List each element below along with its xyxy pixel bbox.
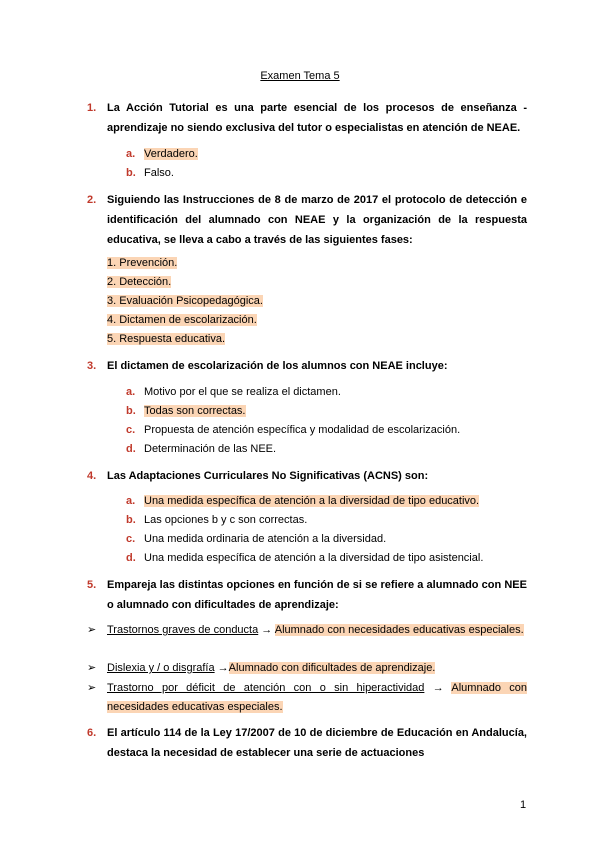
page-number: 1 (520, 799, 527, 811)
bullet-arrow-icon: ➢ (87, 682, 97, 694)
question-text: Las Adaptaciones Curriculares No Significativas (ACNS) son: (107, 470, 429, 482)
option-letter: a. (126, 386, 136, 398)
option-row (126, 383, 341, 401)
bullet-arrow-icon: ➢ (87, 662, 97, 674)
question-text: Empareja las distintas opciones en función de si se refiere a alumnado con NEE o alumnado con dificultades de aprendizaje: (107, 579, 527, 611)
option-text: Falso. (144, 167, 174, 179)
option-letter: c. (126, 533, 136, 545)
option-row (126, 549, 483, 567)
right-arrow-icon: → (217, 662, 229, 674)
question-number: 3. (87, 360, 97, 372)
option-letter: a. (126, 495, 136, 507)
match-left: Dislexia y / o disgrafía (107, 662, 215, 674)
option-letter: d. (126, 552, 136, 564)
phase-item: 5. Respuesta educativa. (107, 333, 226, 345)
option-row (126, 145, 198, 163)
option-letter: b. (126, 167, 136, 179)
option-text: Una medida específica de atención a la diversidad de tipo asistencial. (144, 552, 484, 564)
match-left: Trastornos graves de conducta (107, 624, 259, 636)
option-text: Todas son correctas. (144, 405, 246, 417)
option-text: Determinación de las NEE. (144, 443, 277, 455)
option-row (126, 530, 386, 548)
option-text: Verdadero. (144, 148, 198, 160)
option-row (126, 164, 174, 182)
option-letter: d. (126, 443, 136, 455)
question-number: 6. (87, 727, 97, 739)
phase-item: 2. Detección. (107, 276, 172, 288)
option-letter: a. (126, 148, 136, 160)
match-right: Alumnado con necesidades educativas especiales. (274, 624, 524, 636)
phase-item: 4. Dictamen de escolarización. (107, 314, 257, 326)
option-text: Una medida ordinaria de atención a la diversidad. (144, 533, 387, 545)
question-number: 1. (87, 102, 97, 114)
match-right: Alumnado con dificultades de aprendizaje. (228, 662, 436, 674)
match-left: Trastorno por déficit de atención con o sin hiperactividad (107, 682, 425, 694)
option-row (126, 402, 246, 420)
bullet-arrow-icon: ➢ (87, 624, 97, 636)
option-letter: c. (126, 424, 136, 436)
phase-item: 1. Prevención. (107, 257, 178, 269)
option-text: Las opciones b y c son correctas. (144, 514, 308, 526)
option-letter: b. (126, 405, 136, 417)
option-letter: b. (126, 514, 136, 526)
question-number: 4. (87, 470, 97, 482)
option-text: Una medida específica de atención a la diversidad de tipo educativo. (144, 495, 480, 507)
question-text: El dictamen de escolarización de los alumnos con NEAE incluye: (107, 360, 448, 372)
option-text: Motivo por el que se realiza el dictamen. (144, 386, 341, 398)
option-text: Propuesta de atención específica y modalidad de escolarización. (144, 424, 461, 436)
question-text: El artículo 114 de la Ley 17/2007 de 10 de diciembre de Educación en Andalucía, destaca la necesidad de establecer una serie de actuaciones (107, 727, 527, 759)
question-text: La Acción Tutorial es una parte esencial de los procesos de enseñanza - aprendizaje no siendo exclusiva del tutor o especialistas en atención de NEAE. (107, 102, 527, 134)
match-right: Alumnado con necesidades educativas especiales. (107, 682, 527, 713)
right-arrow-icon: → (261, 624, 273, 636)
exam-title: Examen Tema 5 (260, 70, 340, 82)
option-row (126, 511, 307, 529)
phase-item: 3. Evaluación Psicopedagógica. (107, 295, 263, 307)
option-row (126, 492, 479, 510)
option-row (126, 440, 276, 458)
question-number: 5. (87, 579, 97, 591)
question-text: Siguiendo las Instrucciones de 8 de marzo de 2017 el protocolo de detección e identificación del alumnado con NEAE y la organización de la respuesta educativa, se lleva a cabo a través de las siguientes fases: (107, 194, 527, 246)
right-arrow-icon: → (432, 682, 444, 694)
option-row (126, 421, 460, 439)
question-number: 2. (87, 194, 97, 206)
